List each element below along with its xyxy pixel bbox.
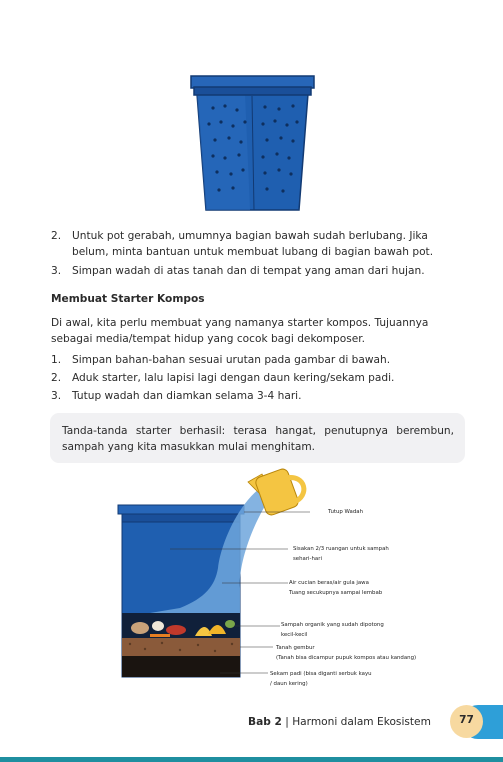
bottom-accent-bar [0, 757, 503, 762]
list-text: Simpan wadah di atas tanah dan di tempat yang aman dari hujan. [72, 265, 425, 277]
label-space-1: Sisakan 2/3 ruangan untuk sampah [293, 546, 389, 552]
section-heading: Membuat Starter Kompos [51, 293, 205, 305]
list-number: 2. [51, 230, 62, 242]
chapter-number: Bab 2 [248, 716, 282, 728]
list-number: 1. [51, 354, 62, 366]
label-lid: Tutup Wadah [328, 509, 363, 515]
label-water-2: Tuang secukupnya sampai lembab [289, 590, 383, 596]
label-husk-2: / daun kering) [270, 681, 308, 687]
page-number: 77 [459, 714, 474, 726]
label-husk-1: Sekam padi (bisa diganti serbuk kayu [270, 671, 372, 677]
label-soil-2: (Tanah bisa dicampur pupuk kompos atau kandang) [276, 655, 417, 661]
section-intro: Di awal, kita perlu membuat yang namanya starter kompos. Tujuannya sebagai media/tempat hidup yang cocok bagi dekomposer. [51, 317, 429, 345]
perforated-container-illustration [185, 70, 320, 215]
list-text: Untuk pot gerabah, umumnya bagian bawah sudah berlubang. Jika belum, minta bantuan untuk membuat lubang di bagian bawah pot. [72, 230, 434, 258]
list-text: Simpan bahan-bahan sesuai urutan pada gambar di bawah. [72, 354, 391, 366]
label-space-2: sehari-hari [293, 556, 322, 562]
callout-text: Tanda-tanda starter berhasil: terasa hangat, penutupnya berembun, sampah yang kita masukkan mulai menghitam. [62, 425, 454, 453]
label-organic-2: kecil-kecil [281, 632, 308, 638]
list-number: 3. [51, 390, 62, 402]
footer-separator: | [285, 716, 289, 728]
label-organic-1: Sampah organik yang sudah dipotong [281, 622, 384, 628]
chapter-title: Harmoni dalam Ekosistem [292, 716, 431, 728]
label-water-1: Air cucian beras/air gula jawa [289, 580, 369, 586]
footer-chapter [248, 716, 431, 728]
callout-box [50, 413, 465, 463]
list-number: 2. [51, 372, 62, 384]
list-text: Tutup wadah dan diamkan selama 3-4 hari. [72, 390, 302, 402]
list-text: Aduk starter, lalu lapisi lagi dengan daun kering/sekam padi. [72, 372, 395, 384]
list-number: 3. [51, 265, 62, 277]
label-soil-1: Tanah gembur [276, 645, 315, 651]
